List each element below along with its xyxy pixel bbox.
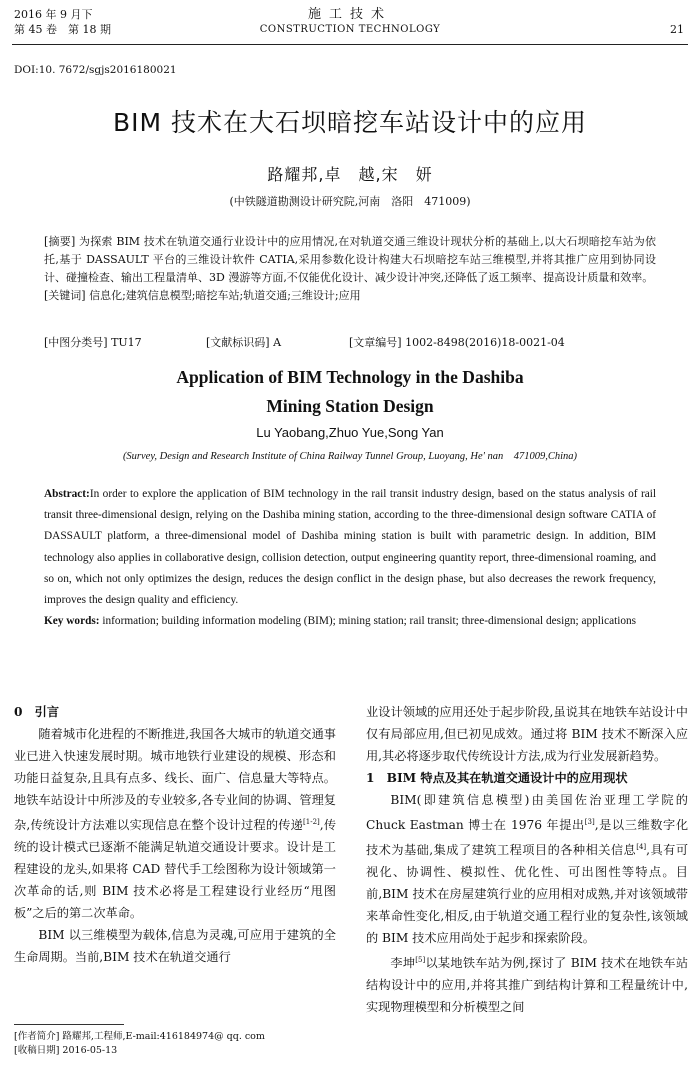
page-number: 21 xyxy=(670,23,684,36)
volume-issue: 第 45 卷 第 18 期 xyxy=(14,23,111,36)
paper-title-en-line2: Mining Station Design xyxy=(266,396,434,416)
citation: [1-2] xyxy=(303,818,320,826)
journal-header xyxy=(0,7,700,37)
body-column-right xyxy=(366,701,688,1018)
authors-en: Lu Yaobang,Zhuo Yue,Song Yan xyxy=(256,425,444,440)
citation: [4] xyxy=(636,843,647,852)
abstract-cn-block xyxy=(44,233,656,305)
affiliation-en: (Survey, Design and Research Institute of China Railway Tunnel Group, Luoyang, He' nan 471009,China) xyxy=(122,451,578,462)
paper-title-cn: BIM 技术在大石坝暗挖车站设计中的应用 xyxy=(112,108,588,137)
paragraph: BIM 以三维模型为载体,信息为灵魂,可应用于建筑的全生命周期。当前,BIM 技术在轨道交通行 xyxy=(14,928,336,965)
doi: DOI:10. 7672/sgjs2016180021 xyxy=(14,64,177,76)
issue-date: 2016 年 9 月下 xyxy=(14,8,93,21)
abstract-cn: [摘要] 为探索 BIM 技术在轨道交通行业设计中的应用情况,在对轨道交通三维设计现状分析的基础上,以大石坝暗挖车站为依托,基于 DASSAULT 平台的三维设计软件 CATIA,采用参数化设计构建大石坝暗挖车站三维模型,并将其推广应用到协同设计、碰撞检查、输出工程量清单、3D 漫游等方面,不仅能优化设计、减少设计冲突,还降低了返工频率、提高设计质量和效率。 xyxy=(44,235,656,284)
footnote-rule xyxy=(14,1024,124,1025)
paragraph: 随着城市化进程的不断推进,我国各大城市的轨道交通事业已进入快速发展时期。城市地铁行业建设的规模、形态和功能日益复杂,且具有点多、线长、面广、信息量大等特点。地铁车站设计中所涉及的专业较多,各专业间的协调、管理复杂,传统设计方法难以实现信息在整个设计过程的传递[1-2],传统的设计模式已逐渐不能满足轨道交通设计要求。设计是工程建设的龙头,如果将 CAD 替代手工绘图称为设计领域第一次革命的话,则 BIM 技术必将是工程建设行业经历“甩图板”之后的第二次革命。 xyxy=(14,727,337,921)
abstract-en-label: Abstract: xyxy=(44,488,90,500)
affiliation-cn: (中铁隧道勘测设计研究院,河南 洛阳 471009) xyxy=(229,195,471,208)
header-rule xyxy=(12,44,688,45)
paper-title-en xyxy=(0,363,700,421)
keywords-en-label: Key words: xyxy=(44,615,100,628)
section-heading-1: 1 BIM 特点及其在轨道交通设计中的应用现状 xyxy=(366,771,628,785)
abstract-en-block xyxy=(44,484,656,632)
keywords-cn: [关键词] 信息化;建筑信息模型;暗挖车站;轨道交通;三维设计;应用 xyxy=(44,289,361,302)
paragraph: 业设计领域的应用还处于起步阶段,虽说其在地铁车站设计中仅有局部应用,但已初见成效。通过将 BIM 技术不断深入应用,其必将逐步取代传统设计方法,成为行业发展新趋势。 xyxy=(366,705,688,763)
section-heading-intro: 0 引言 xyxy=(14,705,60,719)
abstract-en-text: In order to explore the application of BIM technology in the rail transit industry design, based on the status analysis of rail transit three-dimensional design, relying on the Dashiba mining station, according to the three-dimensional design software CATIA of DASSAULT platform, a three-dimensional model of Dashiba mining station is built with parametric design. In addition, BIM technology also applies in collaborative design, collision detection, output engineering quantity report, three-dimensional roaming, and so on, which not only optimizes the design, reduces the design conflict in the design phase, but also decreases the rework frequency, improves the design quality and efficiency. xyxy=(44,488,656,607)
keywords-en xyxy=(44,611,656,632)
document-code: [文献标识码] A xyxy=(206,336,282,349)
paragraph: 李坤[5]以某地铁车站为例,探讨了 BIM 技术在地铁车站结构设计中的应用,并将其推广到结构计算和工程量统计中,实现物理模型和分析模型之间 xyxy=(366,956,689,1015)
journal-name-cn: 施工技术 xyxy=(307,7,392,22)
received-date: [收稿日期] 2016-05-13 xyxy=(14,1045,118,1056)
citation: [5] xyxy=(415,956,426,965)
journal-name-en: CONSTRUCTION TECHNOLOGY xyxy=(259,24,441,35)
authors-cn: 路耀邦,卓 越,宋 妍 xyxy=(267,165,433,184)
keywords-en-text: information; building information modeling (BIM); mining station; rail transit; three-dimensional design; applications xyxy=(102,615,637,628)
abstract-en xyxy=(44,484,656,611)
author-bio: [作者简介] 路耀邦,工程师,E-mail:416184974@ qq. com xyxy=(14,1031,265,1042)
body-column-left xyxy=(14,701,336,968)
paper-title-en-line1: Application of BIM Technology in the Dashiba xyxy=(176,367,524,387)
footnote xyxy=(14,1030,265,1058)
article-number: [文章编号] 1002-8498(2016)18-0021-04 xyxy=(349,336,565,349)
paragraph: BIM(即建筑信息模型)由美国佐治亚理工学院的 Chuck Eastman 博士在 1976 年提出[3],是以三维数字化技术为基础,集成了建筑工程项目的各种相关信息[4],具有可视化、协调性、模拟性、优化性、可出图性等特点。目前,BIM 技术在房屋建筑行业的应用相对成熟,并对该领域带来革命性变化,相反,由于轨道交通工程行业的复杂性,该领域的 BIM 技术应用尚处于起步和探索阶段。 xyxy=(366,793,689,946)
citation: [3] xyxy=(584,818,595,826)
clc-number: [中图分类号] TU17 xyxy=(44,336,142,349)
